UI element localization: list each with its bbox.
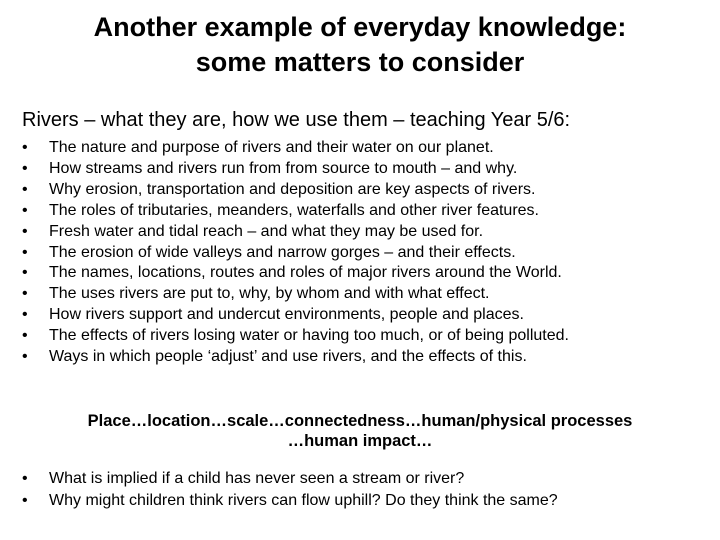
bullet-marker: • [22,159,28,177]
question-text: Why might children think rivers can flow uphill? Do they think the same? [49,492,558,509]
bullet-marker: • [22,222,28,240]
title-line-2: some matters to consider [195,47,525,77]
title-line-1: Another example of everyday knowledge: [93,12,627,42]
question-item [22,468,712,490]
list-item [22,222,712,243]
list-item-text: Fresh water and tidal reach – and what they may be used for. [49,222,484,240]
bullet-marker: • [22,243,28,261]
bullet-marker: • [22,180,28,198]
list-item-text: How streams and rivers run from from source to mouth – and why. [49,159,518,177]
intro-topic: Rivers [22,109,79,131]
list-item [22,159,712,180]
key-concepts-line-1: Place…location…scale…connectedness…human/physical processes [87,412,633,430]
intro-line [22,107,712,133]
bullet-marker: • [22,492,28,509]
list-item [22,263,712,284]
list-item [22,201,712,222]
list-item [22,243,712,264]
list-item [22,138,712,159]
list-item [22,326,712,347]
list-item [22,284,712,305]
list-item-text: The effects of rivers losing water or having too much, or of being polluted. [49,327,569,345]
question-item [22,490,712,512]
list-item-text: The erosion of wide valleys and narrow gorges – and their effects. [49,243,516,261]
bullet-marker: • [22,348,28,366]
bullet-marker: • [22,139,28,156]
key-concepts-line-2: …human impact… [287,432,433,450]
list-item-text: How rivers support and undercut environments, people and places. [49,306,524,324]
intro-rest: – what they are, how we use them – teaching Year 5/6: [78,109,571,131]
list-item-text: The nature and purpose of rivers and their water on our planet. [49,139,494,156]
bullet-marker: • [22,285,28,303]
bullet-marker: • [22,470,28,487]
list-item [22,305,712,326]
bullet-list [22,138,712,368]
bullet-marker: • [22,201,28,219]
list-item-text: The names, locations, routes and roles of major rivers around the World. [49,264,562,282]
key-concepts [0,411,720,451]
question-list [22,468,712,512]
bullet-marker: • [22,264,28,282]
list-item [22,180,712,201]
list-item-text: The roles of tributaries, meanders, waterfalls and other river features. [49,201,539,219]
bullet-marker: • [22,327,28,345]
list-item [22,347,712,368]
list-item-text: The uses rivers are put to, why, by whom and with what effect. [49,285,490,303]
slide-title [0,10,720,80]
question-text: What is implied if a child has never seen a stream or river? [49,470,465,487]
bullet-marker: • [22,306,28,324]
list-item-text: Ways in which people ‘adjust’ and use rivers, and the effects of this. [49,348,527,366]
list-item-text: Why erosion, transportation and deposition are key aspects of rivers. [49,180,536,198]
